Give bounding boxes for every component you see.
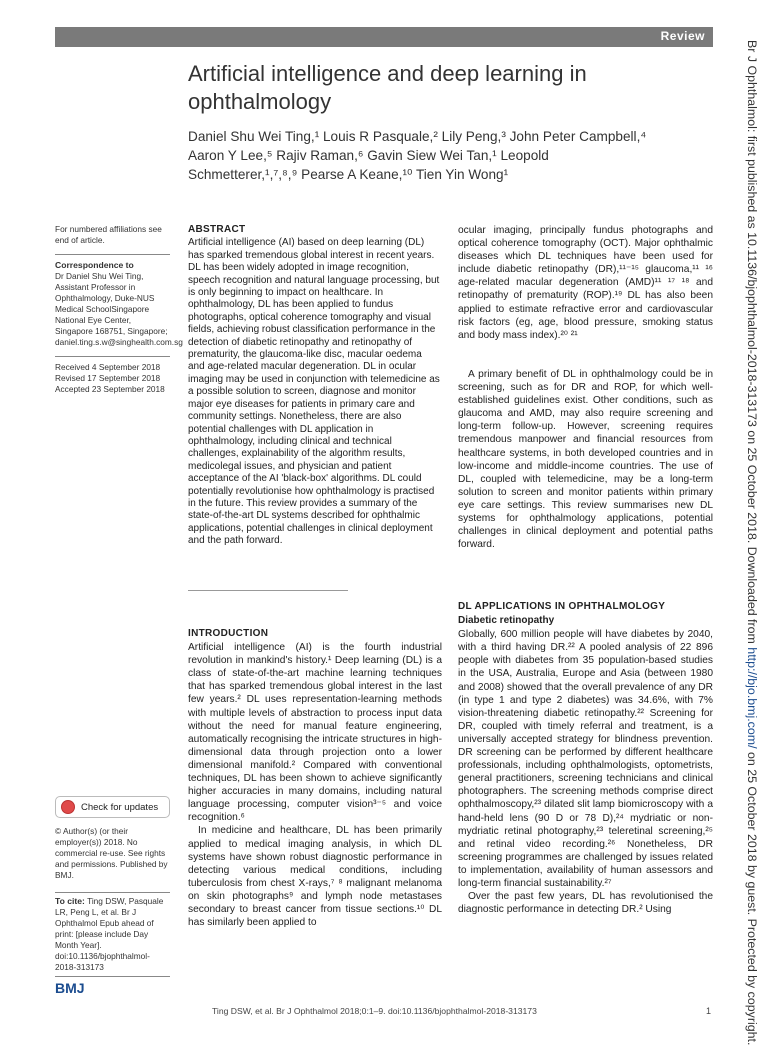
footer-citation: Ting DSW, et al. Br J Ophthalmol 2018;0:1–9. doi:10.1136/bjophthalmol-2018-313173 — [212, 1006, 537, 1016]
abstract-heading: ABSTRACT — [188, 224, 246, 235]
body-paragraph: Globally, 600 million people will have diabetes by 2040, with a third having DR.²² A pooled analysis of 22 896 people with diabetes from 35 population-based studies in the USA, Australia, Europe and Asia (between 1980 and 2008) showed that the overall prevalence of any DR (in type 1 and type 2 diabetes) was 34.6%, with 7% vision-threatening diabetic retinopathy.²² Screening for DR, coupled with timely referral and treatment, is a universally accepted strategy for blindness prevention. DR screening can be performed by different healthcare professionals, including ophthalmologists, optometrists, general practitioners, screening technicians and clinical photographers. The screening methods comprise direct ophthalmoscopy,²³ dilated slit lamp biomicroscopy with a hand-held lens (90 D or 78 D),²⁴ mydriatic or non-mydriatic retinal photography,²³ teleretinal screening,²⁵ and retinal video recording.²⁶ Nonetheless, DR screening programmes are challenged by issues related to implementation, availability of human assessors and long-term financial sustainability.²⁷ — [458, 629, 713, 889]
download-notice — [745, 40, 759, 1045]
download-notice-text: Br J Ophthalmol: first published as 10.1136/bjophthalmol-2018-313173 on 25 October 2018. Downloaded from — [745, 40, 759, 648]
crossmark-icon — [61, 800, 75, 814]
copyright-notice: © Author(s) (or their employer(s)) 2018. No commercial re-use. See rights and permissions. Published by BMJ. — [55, 826, 168, 880]
body-paragraph: Over the past few years, DL has revolutionised the diagnostic performance in detecting DR.² Using — [458, 891, 713, 916]
download-notice-text-end: on 25 October 2018 by guest. Protected by copyright. — [745, 748, 759, 1045]
correspondence-heading: Correspondence to — [55, 260, 134, 270]
correspondence-text: Dr Daniel Shu Wei Ting, Assistant Professor in Ophthalmology, Duke-NUS Medical SchoolSingapore National Eye Center, Singapore 168751, Singapore; daniel.ting.s.w@singhealth.com.sg — [55, 271, 183, 347]
body-paragraph: ocular imaging, principally fundus photographs and optical coherence tomography (OCT). Major ophthalmic diseases which DL techniques have been used for include diabetic retinopathy (DR),¹¹⁻¹⁵ glaucoma,¹¹ ¹⁶ age-related macular degeneration (AMD)¹¹ ¹⁷ ¹⁸ and retinopathy of prematurity (ROP).¹⁹ DL has also been applied to estimate refractive error and cardiovascular risk factors (eg, age, blood pressure, smoking status and body mass index).²⁰ ²¹ — [458, 225, 713, 341]
article-title: Artificial intelligence and deep learning in ophthalmology — [188, 61, 587, 114]
download-notice-strip — [738, 40, 762, 1045]
divider — [55, 356, 170, 357]
journal-link[interactable]: http://bjo.bmj.com/ — [745, 647, 759, 749]
right-column-mid — [458, 368, 713, 551]
check-for-updates-button[interactable] — [55, 796, 170, 818]
bmj-logo: BMJ — [55, 980, 85, 996]
affiliations-note: For numbered affiliations see end of article. — [55, 224, 162, 245]
check-for-updates-label: Check for updates — [81, 801, 159, 813]
divider — [55, 254, 170, 255]
abstract-text: Artificial intelligence (AI) based on deep learning (DL) has sparked tremendous global interest in recent years. DL has been widely adopted in image recognition, speech recognition and natural language processing, but is only beginning to impact on healthcare. In ophthalmology, DL has been applied to fundus photographs, optical coherence tomography and visual fields, achieving robust classification performance in the detection of diabetic retinopathy and retinopathy of prematurity, the glaucoma-like disc, macular oedema and age-related macular degeneration. DL in ocular imaging may be used in conjunction with telemedicine as a possible solution to screen, diagnose and monitor major eye diseases for patients in primary care and community settings. Nonetheless, there are also potential challenges with DL application in ophthalmology, including clinical and technical challenges, explainability of the algorithm results, medicolegal issues, and physician and patient acceptance of the AI 'black-box' algorithms. DL could potentially revolutionise how ophthalmology is practised in the future. This review provides a summary of the state-of-the-art DL systems described for ophthalmic applications, potential challenges in clinical deployment and the path forward. — [188, 237, 440, 547]
dl-applications-heading: DL APPLICATIONS IN OPHTHALMOLOGY — [458, 601, 666, 612]
dl-applications-section — [458, 600, 713, 916]
body-paragraph: A primary benefit of DL in ophthalmology could be in screening, such as for DR and ROP, for which well-established guidelines exist. Other conditions, such as glaucoma and AMD, may also require screening and long-term follow-up. However, screening requires tremendous manpower and financial resources from healthcare systems, in both developed countries and in low-income and middle-income countries. The use of DL, coupled with telemedicine, may be a long-term solution to screen and monitor patients within primary eye care settings. This review summarises new DL systems for ophthalmology applications, potential challenges in clinical deployment and potential paths forward. — [458, 369, 713, 551]
introduction-heading: INTRODUCTION — [188, 628, 269, 639]
header-bar — [55, 27, 713, 47]
section-label: Review — [660, 29, 705, 43]
sidebar — [55, 224, 183, 403]
page-number: 1 — [706, 1006, 712, 1016]
introduction — [188, 627, 442, 929]
abstract — [188, 224, 441, 548]
author-list: Daniel Shu Wei Ting,¹ Louis R Pasquale,² Lily Peng,³ John Peter Campbell,⁴ Aaron Y Lee,⁵ Rajiv Raman,⁶ Gavin Siew Wei Tan,¹ Leopold Schmetterer,¹,⁷,⁸,⁹ Pearse A Keane,¹⁰ Tien Yin Wong¹ — [188, 129, 647, 182]
intro-paragraph-2: In medicine and healthcare, DL has been primarily applied to medical imaging analysis, in which DL systems have shown robust diagnostic performance in detecting various medical conditions, including tuberculosis from chest X-rays,⁷ ⁸ malignant melanoma on skin photographs⁹ and lymph node metastases secondary to breast cancer from tissue sections.¹⁰ DL has similarly been applied to — [188, 825, 442, 929]
citation-box — [55, 892, 170, 977]
abstract-divider — [188, 590, 348, 591]
cite-heading: To cite: — [55, 896, 85, 906]
article-dates: Received 4 September 2018 Revised 17 September 2018 Accepted 23 September 2018 — [55, 362, 165, 394]
cite-text: Ting DSW, Pasquale LR, Peng L, et al. Br J Ophthalmol Epub ahead of print: [please include Day Month Year]. doi:10.1136/bjophthalmol-2018-313173 — [55, 896, 164, 972]
diabetic-retinopathy-heading: Diabetic retinopathy — [458, 615, 555, 627]
right-column-top — [458, 224, 713, 342]
intro-paragraph-1: Artificial intelligence (AI) is the fourth industrial revolution in mankind's history.¹ Deep learning (DL) is a class of state-of-the-art machine learning techniques that has sparked tremendous global interest in the last few years.² DL uses representation-learning methods with multiple levels of abstraction to process input data without the need for manual feature engineering, automatically recognising the intricate structures in high-dimensional data through projection onto a lower dimensional manifold.² Compared with conventional techniques, DL has been shown to achieve significantly higher accuracies in many domains, including natural language processing, computer vision³⁻⁵ and voice recognition.⁶ — [188, 642, 442, 824]
